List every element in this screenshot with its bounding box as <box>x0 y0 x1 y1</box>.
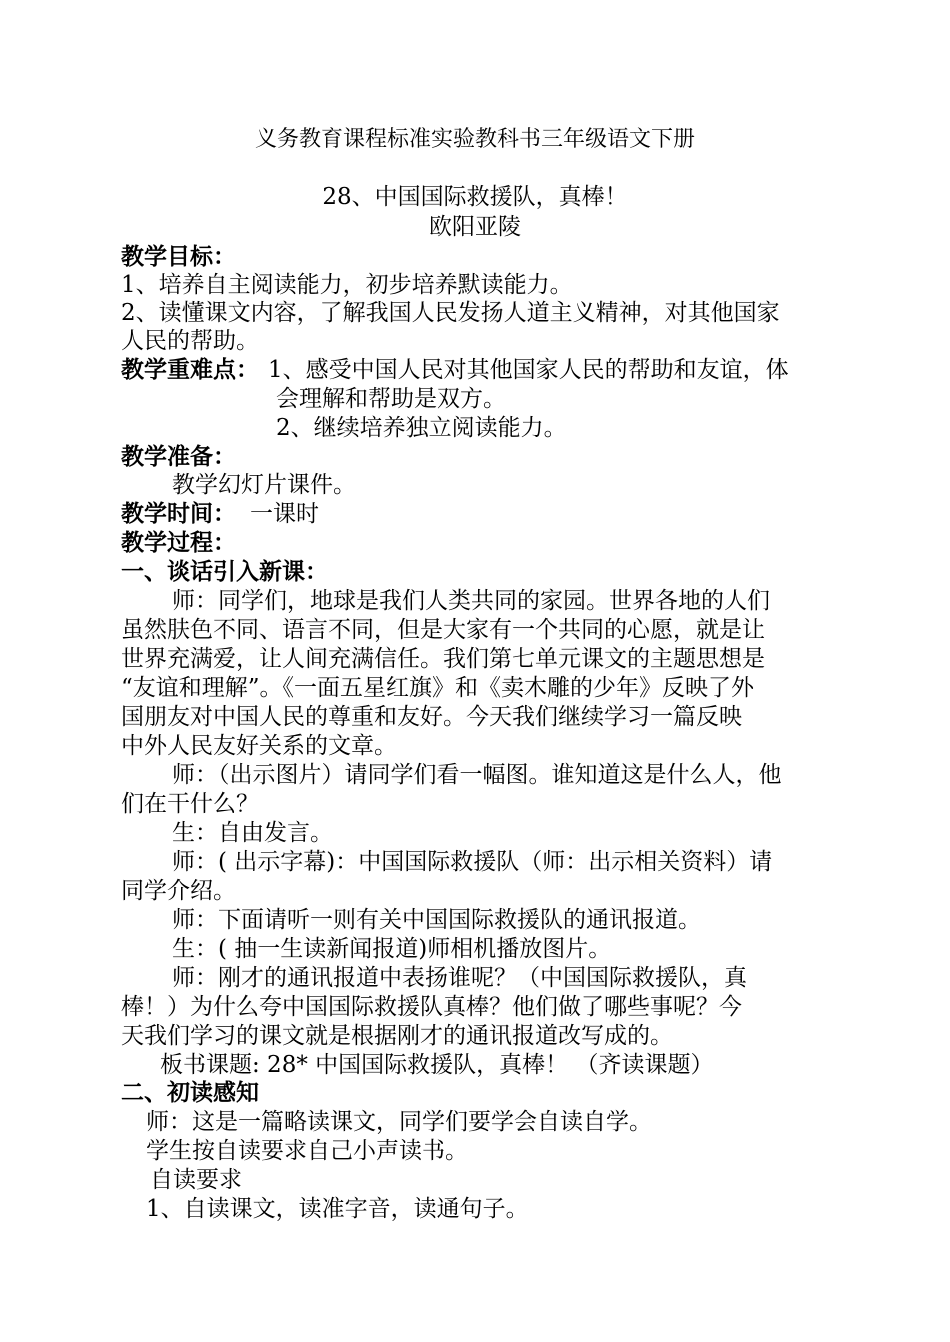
time-label: 教学时间： <box>121 501 236 527</box>
process-heading: 教学过程： <box>121 530 236 556</box>
para-7-line-2: 棒！）为什么夸中国国际救援队真棒？他们做了哪些事呢？今 <box>121 994 742 1020</box>
section-2-heading: 二、初读感知 <box>121 1080 259 1106</box>
key-point-1-line-1: 1、感受中国人民对其他国家人民的帮助和友谊，体 <box>268 357 789 383</box>
lesson-title: 28、中国国际救援队，真棒！ <box>322 184 628 210</box>
para-6: 生：( 抽一生读新闻报道)师相机播放图片。 <box>172 936 612 962</box>
para-1-line-6: 中外人民友好关系的文章。 <box>121 733 397 759</box>
para-2-line-2: 们在干什么？ <box>121 791 259 817</box>
para-5: 师：下面请听一则有关中国国际救援队的通讯报道。 <box>172 907 701 933</box>
reading-requirements-label: 自读要求 <box>150 1167 242 1193</box>
key-points-label: 教学重难点： <box>121 357 259 383</box>
para-1-line-4: “友谊和理解”。《一面五星红旗》和《卖木雕的少年》反映了外 <box>121 675 755 701</box>
key-point-2: 2、继续培养独立阅读能力。 <box>276 415 567 441</box>
para-4-line-2: 同学介绍。 <box>121 878 236 904</box>
key-point-1-line-2: 会理解和帮助是双方。 <box>276 386 506 412</box>
section-1-heading: 一、谈话引入新课： <box>121 559 328 585</box>
requirement-1: 1、自读课文，读准字音，读通句子。 <box>146 1196 529 1222</box>
para-1-line-3: 世界充满爱，让人间充满信任。我们第七单元课文的主题思想是 <box>121 646 765 672</box>
goals-heading: 教学目标： <box>121 244 236 270</box>
board-title: 板书课题: 28* 中国国际救援队，真棒！ （齐读课题） <box>160 1052 714 1078</box>
prep-heading: 教学准备： <box>121 444 236 470</box>
para-3: 生：自由发言。 <box>172 820 333 846</box>
para-7-line-1: 师：刚才的通讯报道中表扬谁呢？（中国国际救援队，真 <box>172 965 747 991</box>
para-7-line-3: 天我们学习的课文就是根据刚才的通讯报道改写成的。 <box>121 1023 673 1049</box>
para-1-line-1: 师：同学们，地球是我们人类共同的家园。世界各地的人们 <box>172 588 770 614</box>
author-name: 欧阳亚陵 <box>429 214 521 240</box>
goal-2-line-1: 2、读懂课文内容，了解我国人民发扬人道主义精神，对其他国家 <box>121 300 780 326</box>
para-9: 学生按自读要求自己小声读书。 <box>146 1138 468 1164</box>
time-value: 一课时 <box>250 501 319 527</box>
textbook-header: 义务教育课程标准实验教科书三年级语文下册 <box>254 127 695 152</box>
para-8: 师：这是一篇略读课文，同学们要学会自读自学。 <box>146 1109 652 1135</box>
prep-text: 教学幻灯片课件。 <box>172 472 356 498</box>
para-1-line-2: 虽然肤色不同、语言不同，但是大家有一个共同的心愿，就是让 <box>121 617 765 643</box>
para-2-line-1: 师：（出示图片）请同学们看一幅图。谁知道这是什么人，他 <box>172 762 782 788</box>
goal-1: 1、培养自主阅读能力，初步培养默读能力。 <box>121 272 573 298</box>
para-4-line-1: 师：( 出示字幕)：中国国际救援队（师：出示相关资料）请 <box>172 849 773 875</box>
para-1-line-5: 国朋友对中国人民的尊重和友好。今天我们继续学习一篇反映 <box>121 704 742 730</box>
goal-2-line-2: 人民的帮助。 <box>121 328 259 354</box>
